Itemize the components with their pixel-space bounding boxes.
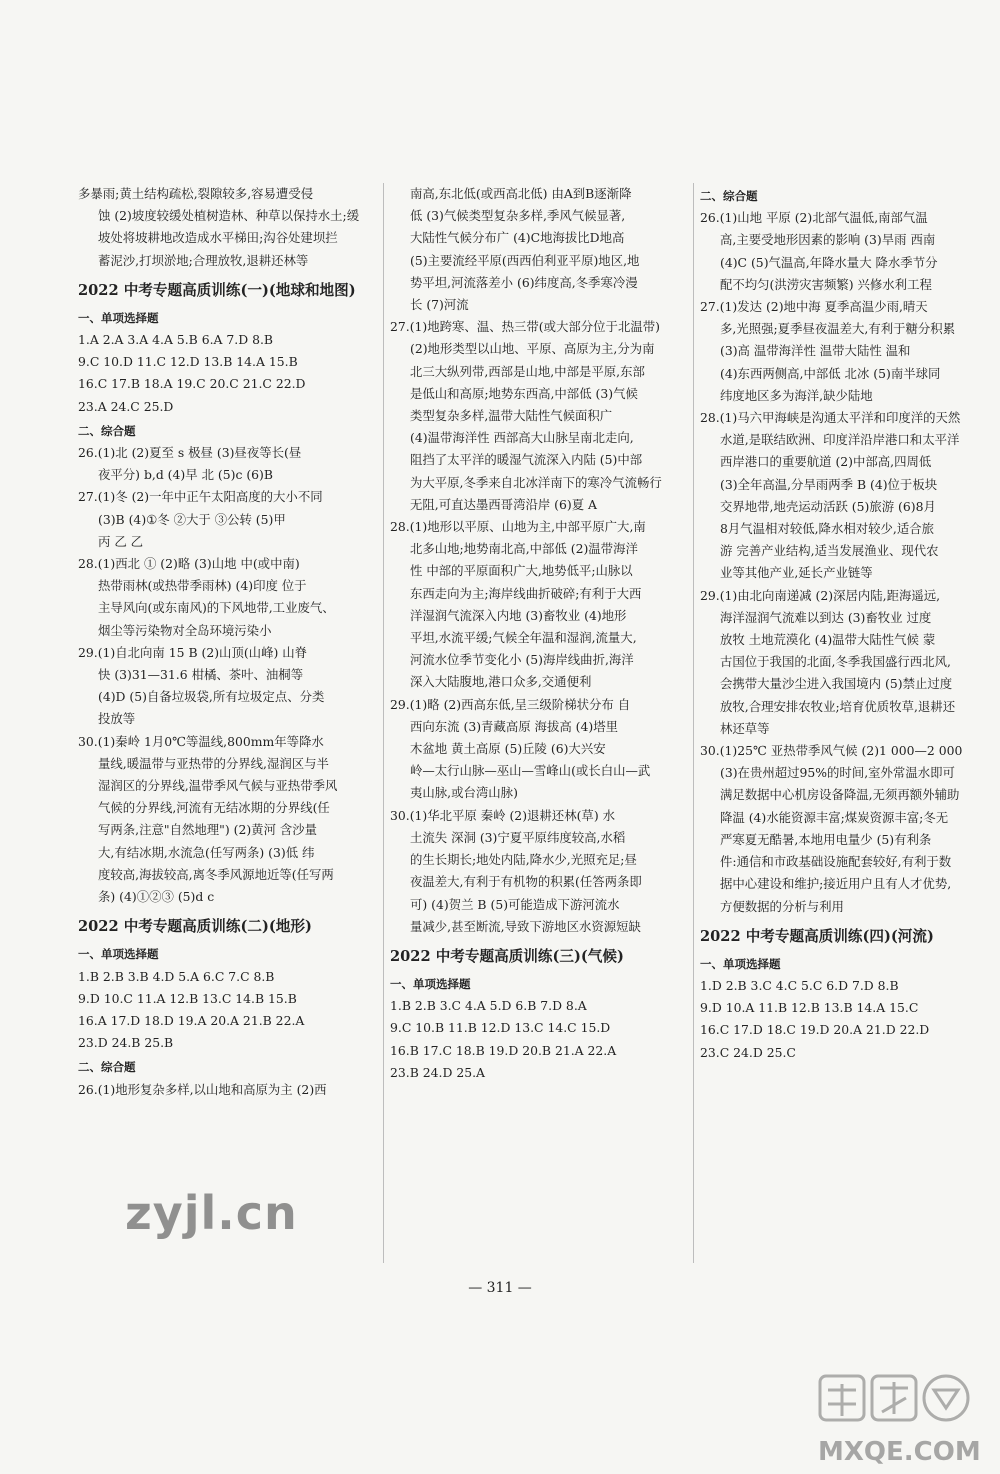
answer-line: 23.B 24.D 25.A [390, 1064, 485, 1080]
answer-line: 可) (4)贺兰 B (5)可能造成下游河流水 [410, 896, 620, 912]
answer-line: 西岸港口的重要航道 (2)中部高,四周低 [720, 454, 932, 470]
answer-line: 南高,东北低(或西高北低) 由A到B逐渐降 [410, 186, 632, 201]
answer-line: 满足数据中心机房设备降温,无须再额外辅助 [720, 787, 960, 803]
answer-line: 湿润区的分界线,温带季风气候与亚热带季风 [98, 778, 338, 794]
section-title: 2022 中考专题高质训练(三)(气候) [390, 947, 624, 965]
answer-line: 28.(1)西北 ① (2)略 (3)山地 中(或中南) [78, 556, 300, 572]
column-divider [383, 183, 384, 1263]
answer-line: (3)高 温带海洋性 温带大陆性 温和 [720, 343, 911, 359]
answer-line: 深入大陆腹地,港口众多,交通便利 [410, 674, 592, 690]
answer-line: 蚀 (2)坡度较缓处植树造林、种草以保持水土;缓 [98, 208, 360, 224]
answer-line: 夷山脉,或台湾山脉) [410, 785, 518, 801]
answer-line: (5)主要流经平原(西西伯利亚平原)地区,地 [410, 252, 640, 268]
answer-site-logo [800, 1372, 1000, 1470]
answer-line: 土流失 深洞 (3)宁夏平原纬度较高,水稻 [410, 829, 626, 845]
answer-line: 26.(1)山地 平原 (2)北部气温低,南部气温 [700, 210, 928, 226]
answer-line: 29.(1)略 (2)西高东低,呈三级阶梯状分布 自 [390, 696, 631, 712]
answer-line: 夜温差大,有利于有机物的积累(任答两条即 [410, 874, 642, 890]
answer-line: 27.(1)地跨寒、温、热三带(或大部分位于北温带) [390, 319, 660, 335]
page-number: — 311 — [468, 1280, 532, 1296]
answer-line: 条) (4)①②③ (5)d c [98, 889, 215, 905]
subsection-heading: 一、单项选择题 [78, 310, 159, 325]
zyjl-watermark: zyjl.cn [125, 1186, 298, 1240]
answer-line: 低 (3)气候类型复杂多样,季风气候显著, [410, 208, 626, 224]
answer-line: 西向东流 (3)青藏高原 海拔高 (4)塔里 [410, 718, 618, 734]
answer-line: 30.(1)秦岭 1月0℃等温线,800mm年等降水 [78, 733, 324, 749]
answer-line: 9.C 10.B 11.B 12.D 13.C 14.C 15.D [390, 1020, 611, 1036]
answer-line: 放牧,合理安排农牧业;培育优质牧草,退耕还 [720, 698, 956, 714]
answer-line: 29.(1)由北向南递减 (2)深居内陆,距海遥远, [700, 587, 941, 603]
answer-line: 海洋湿润气流难以到达 (3)畜牧业 过度 [720, 609, 932, 625]
subsection-heading: 二、综合题 [78, 1060, 136, 1075]
answer-line: 北多山地;地势南北高,中部低 (2)温带海洋 [410, 541, 638, 557]
answer-line: 16.C 17.D 18.C 19.D 20.A 21.D 22.D [700, 1022, 930, 1038]
answer-line: 1.A 2.A 3.A 4.A 5.B 6.A 7.D 8.B [78, 332, 274, 348]
answer-line: 16.B 17.C 18.B 19.D 20.B 21.A 22.A [390, 1042, 617, 1058]
answer-line: 8月气温相对较低,降水相对较少,适合旅 [720, 521, 935, 537]
answer-line: 性 中部的平原面积广大,地势低平;山脉以 [410, 563, 633, 579]
section-title: 2022 中考专题高质训练(一)(地球和地图) [78, 281, 356, 299]
answer-line: 主导风向(或东南风)的下风地带,工业废气、 [98, 600, 335, 616]
answer-line: 严寒夏无酷暑,本地用电量少 (5)有利条 [720, 831, 932, 847]
answer-line: 会携带大量沙尘进入我国境内 (5)禁止过度 [720, 676, 953, 692]
answer-line: 高,主要受地形因素的影响 (3)旱雨 西南 [720, 232, 936, 248]
answer-line: 26.(1)北 (2)夏至 s 极昼 (3)昼夜等长(昼 [78, 445, 302, 461]
answer-line: 大,有结冰期,水流急(任写两条) (3)低 纬 [98, 844, 315, 860]
subsection-heading: 一、单项选择题 [78, 947, 159, 962]
answer-line: 26.(1)地形复杂多样,以山地和高原为主 (2)西 [78, 1081, 327, 1097]
logo-graphic [800, 1372, 1000, 1470]
answer-line: (4)C (5)气温高,年降水量大 降水季节分 [720, 254, 938, 270]
answer-line: 据中心建设和维护;接近用户且有人才优势, [720, 876, 952, 892]
answer-line: 度较高,海拔较高,离冬季风源地近等(任写两 [98, 866, 334, 882]
answer-line: 是低山和高原;地势东西高,中部低 (3)气候 [410, 385, 638, 401]
answer-line: 长 (7)河流 [410, 297, 469, 313]
answer-line: 交界地带,地壳运动活跃 (5)旅游 (6)8月 [720, 498, 936, 514]
answer-line: 方便数据的分析与利用 [720, 898, 844, 914]
answer-line: 势平坦,河流落差小 (6)纬度高,冬季寒冷漫 [410, 274, 638, 290]
answer-line: 1.B 2.B 3.B 4.D 5.A 6.C 7.C 8.B [78, 968, 275, 984]
answer-line: 大陆性气候分布广 (4)C地海拔比D地高 [410, 230, 625, 246]
column-divider [693, 183, 694, 1263]
subsection-heading: 一、单项选择题 [390, 976, 471, 991]
answer-column-3 [700, 183, 992, 1064]
answer-line: 丙 乙 乙 [98, 533, 144, 549]
answer-line: 类型复杂多样,温带大陆性气候面积广 [410, 408, 613, 424]
answer-column-2 [390, 183, 690, 1084]
answer-line: 16.A 17.D 18.D 19.A 20.A 21.B 22.A [78, 1012, 305, 1028]
answer-line: 木盆地 黄土高原 (5)丘陵 (6)大兴安 [410, 741, 606, 757]
answer-line: 夜平分) b,d (4)早 北 (5)c (6)B [98, 467, 273, 483]
answer-line: 写两条,注意"自然地理") (2)黄河 含沙量 [98, 822, 318, 838]
answer-line: 烟尘等污染物对全岛环境污染小 [98, 622, 272, 638]
answer-line: (3)全年高温,分旱雨两季 B (4)位于板块 [720, 476, 938, 492]
answer-line: 28.(1)地形以平原、山地为主,中部平原广大,南 [390, 519, 646, 535]
answer-line: 北三大纵列带,西部是山地,中部是平原,东部 [410, 363, 645, 379]
answer-line: 快 (3)31—31.6 柑橘、茶叶、油桐等 [98, 667, 304, 683]
subsection-heading: 二、综合题 [78, 423, 136, 438]
answer-line: 23.D 24.B 25.B [78, 1035, 174, 1051]
answer-line: 28.(1)马六甲海峡是沟通太平洋和印度洋的天然 [700, 410, 961, 426]
answer-line: 9.C 10.D 11.C 12.D 13.B 14.A 15.B [78, 354, 298, 370]
answer-line: 投放等 [98, 711, 136, 727]
answer-line: 业等其他产业,延长产业链等 [720, 565, 873, 581]
section-title: 2022 中考专题高质训练(四)(河流) [700, 927, 934, 945]
answer-line: (3)在贵州超过95%的时间,室外常温水即可 [720, 765, 955, 781]
answer-line: 23.C 24.D 25.C [700, 1044, 796, 1060]
answer-line: (4)D (5)自备垃圾袋,所有垃圾定点、分类 [98, 689, 325, 705]
answer-line: 纬度地区多为海洋,缺少陆地 [720, 387, 873, 403]
answer-line: 16.C 17.B 18.A 19.C 20.C 21.C 22.D [78, 376, 306, 392]
answer-line: 阻挡了太平洋的暖湿气流深入内陆 (5)中部 [410, 452, 643, 468]
answer-line: 林还草等 [720, 720, 770, 736]
answer-line: 27.(1)冬 (2)一年中正午太阳高度的大小不同 [78, 489, 323, 505]
answer-line: (4)温带海洋性 西部高大山脉呈南北走向, [410, 430, 634, 446]
answer-column-1 [78, 183, 374, 1101]
answer-line: 热带雨林(或热带季雨林) (4)印度 位于 [98, 578, 307, 594]
subsection-heading: 二、综合题 [700, 189, 758, 203]
answer-line: 坡处将坡耕地改造成水平梯田;沟谷处建坝拦 [98, 230, 338, 246]
answer-line: 1.B 2.B 3.C 4.A 5.D 6.B 7.D 8.A [390, 998, 587, 1014]
answer-line: 30.(1)华北平原 秦岭 (2)退耕还林(草) 水 [390, 807, 615, 823]
answer-line: (3)B (4)①冬 ②大于 ③公转 (5)甲 [98, 511, 286, 527]
answer-line: 27.(1)发达 (2)地中海 夏季高温少雨,晴天 [700, 299, 928, 315]
answer-line: 多,光照强;夏季昼夜温差大,有利于糖分积累 [720, 321, 956, 337]
answer-line: 1.D 2.B 3.C 4.C 5.C 6.D 7.D 8.B [700, 977, 899, 993]
answer-line: 的生长期长;地处内陆,降水少,光照充足;昼 [410, 852, 637, 868]
logo-text: MXQE.COM [818, 1437, 981, 1467]
answer-line: 配不均匀(洪涝灾害频繁) 兴修水利工程 [720, 276, 932, 292]
answer-line: 30.(1)25℃ 亚热带季风气候 (2)1 000—2 000 [700, 743, 963, 759]
answer-line: 游 完善产业结构,适当发展渔业、现代农 [720, 543, 939, 559]
answer-line: 为大平原,冬季来自北冰洋南下的寒冷气流畅行 [410, 474, 662, 490]
answer-line: 水道,是联结欧洲、印度洋沿岸港口和太平洋 [720, 432, 960, 448]
answer-line: (4)东西两侧高,中部低 北冰 (5)南半球同 [720, 365, 941, 381]
answer-line: 9.D 10.C 11.A 12.B 13.C 14.B 15.B [78, 990, 297, 1006]
subsection-heading: 一、单项选择题 [700, 956, 781, 971]
answer-line: 平坦,水流平缓;气候全年温和湿润,流量大, [410, 630, 637, 646]
answer-line: 古国位于我国的北面,冬季我国盛行西北风, [720, 654, 951, 670]
answer-line: 无阻,可直达墨西哥湾沿岸 (6)夏 A [410, 496, 598, 512]
answer-line: (2)地形类型以山地、平原、高原为主,分为南 [410, 341, 655, 357]
answer-line: 放牧 土地荒漠化 (4)温带大陆性气候 蒙 [720, 632, 936, 648]
answer-line: 9.D 10.A 11.B 12.B 13.B 14.A 15.C [700, 1000, 919, 1016]
answer-line: 蓄泥沙,打坝淤地;合理放牧,退耕还林等 [98, 252, 309, 268]
answer-line: 气候的分界线,河流有无结冰期的分界线(任 [98, 800, 330, 816]
answer-line: 多暴雨;黄土结构疏松,裂隙较多,容易遭受侵 [78, 186, 314, 201]
answer-line: 29.(1)自北向南 15 B (2)山顶(山峰) 山脊 [78, 644, 308, 660]
answer-line: 洋湿润气流深入内地 (3)畜牧业 (4)地形 [410, 607, 627, 623]
answer-line: 量减少,甚至断流,导致下游地区水资源短缺 [410, 918, 641, 934]
answer-line: 岭—太行山脉—巫山—雪峰山(或长白山—武 [410, 763, 651, 779]
answer-line: 23.A 24.C 25.D [78, 398, 174, 414]
answer-line: 量线,暖温带与亚热带的分界线,湿润区与半 [98, 755, 329, 771]
answer-line: 件:通信和市政基础设施配套较好,有利于数 [720, 854, 952, 870]
answer-line: 河流水位季节变化小 (5)海岸线曲折,海洋 [410, 652, 634, 668]
answer-line: 东西走向为主;海岸线曲折破碎;有利于大西 [410, 585, 642, 601]
section-title: 2022 中考专题高质训练(二)(地形) [78, 918, 312, 936]
answer-line: 降温 (4)水能资源丰富;煤炭资源丰富;冬无 [720, 809, 949, 825]
